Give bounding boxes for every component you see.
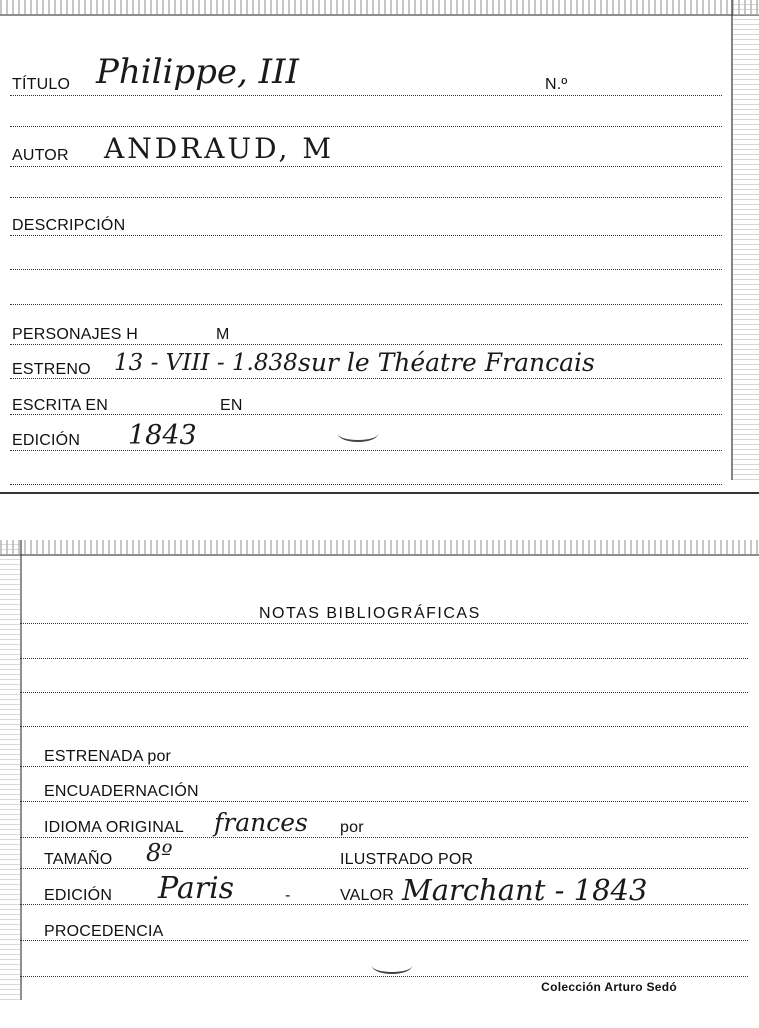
estreno-value: 13 - VIII - 1.838 [114,350,298,376]
tamano-value: 8º [146,839,173,867]
encuadernacion-label: ENCUADERNACIÓN [44,783,199,800]
titulo-label: TÍTULO [12,76,71,93]
blank-rule-1 [10,126,722,127]
descripcion-rule [10,235,722,236]
personajes-label: PERSONAJES H [12,326,138,343]
autor-value: ANDRAUD, M [104,132,334,165]
idioma-value: frances [214,808,308,837]
escrita-en-label: EN [220,397,243,414]
bottom-rule-front [10,484,722,485]
edicion-dash: - [285,887,291,904]
titulo-value: Philippe, III [96,52,299,92]
estrenada-label: ESTRENADA por [44,748,172,765]
valor-value: Marchant - 1843 [402,873,648,907]
edicion-back-value: Paris [158,871,235,906]
bottom-rule-back [20,976,748,977]
idioma-label: IDIOMA ORIGINAL [44,819,184,836]
blank-rule-b3 [20,726,748,727]
estrenada-rule [20,766,748,767]
titulo-rule [10,95,722,96]
notas-rule [20,623,748,624]
card-right-edge [731,0,759,480]
collection-stamp: Colección Arturo Sedó [541,980,677,994]
edicion-back-label: EDICIÓN [44,887,113,904]
descripcion-label: DESCRIPCIÓN [12,217,126,234]
card-divider [0,492,759,494]
blank-rule-2 [10,197,722,198]
blank-rule-b2 [20,692,748,693]
estreno-place: sur le Théatre Francais [298,348,595,377]
card-top-edge [0,0,759,16]
blank-rule-b1 [20,658,748,659]
idioma-rule [20,837,748,838]
estreno-rule [10,378,722,379]
ilustrado-label: ILUSTRADO POR [340,851,474,868]
catalog-card-back [0,540,759,1028]
valor-label: VALOR [340,887,395,904]
procedencia-rule [20,940,748,941]
stain-mark [338,426,378,442]
personajes-m-label: M [216,326,230,343]
escrita-rule [10,414,722,415]
idioma-por-label: por [340,819,364,836]
notas-heading: NOTAS BIBLIOGRÁFICAS [259,605,481,622]
tamano-label: TAMAÑO [44,851,113,868]
personajes-rule [10,344,722,345]
numero-label: N.º [545,76,568,93]
escrita-label: ESCRITA EN [12,397,108,414]
catalog-card-front [0,0,759,495]
tamano-rule [20,868,748,869]
edicion-back-rule [20,904,748,905]
autor-label: AUTOR [12,147,69,164]
encuadernacion-rule [20,801,748,802]
estreno-label: ESTRENO [12,361,91,378]
autor-rule [10,166,722,167]
card-left-edge [0,540,22,1000]
blank-rule-4 [10,304,722,305]
edicion-value: 1843 [128,420,197,451]
stain-mark-back [372,958,412,974]
procedencia-label: PROCEDENCIA [44,923,164,940]
edicion-rule [10,450,722,451]
edicion-label: EDICIÓN [12,432,81,449]
card-top-edge-back [0,540,759,556]
blank-rule-3 [10,269,722,270]
